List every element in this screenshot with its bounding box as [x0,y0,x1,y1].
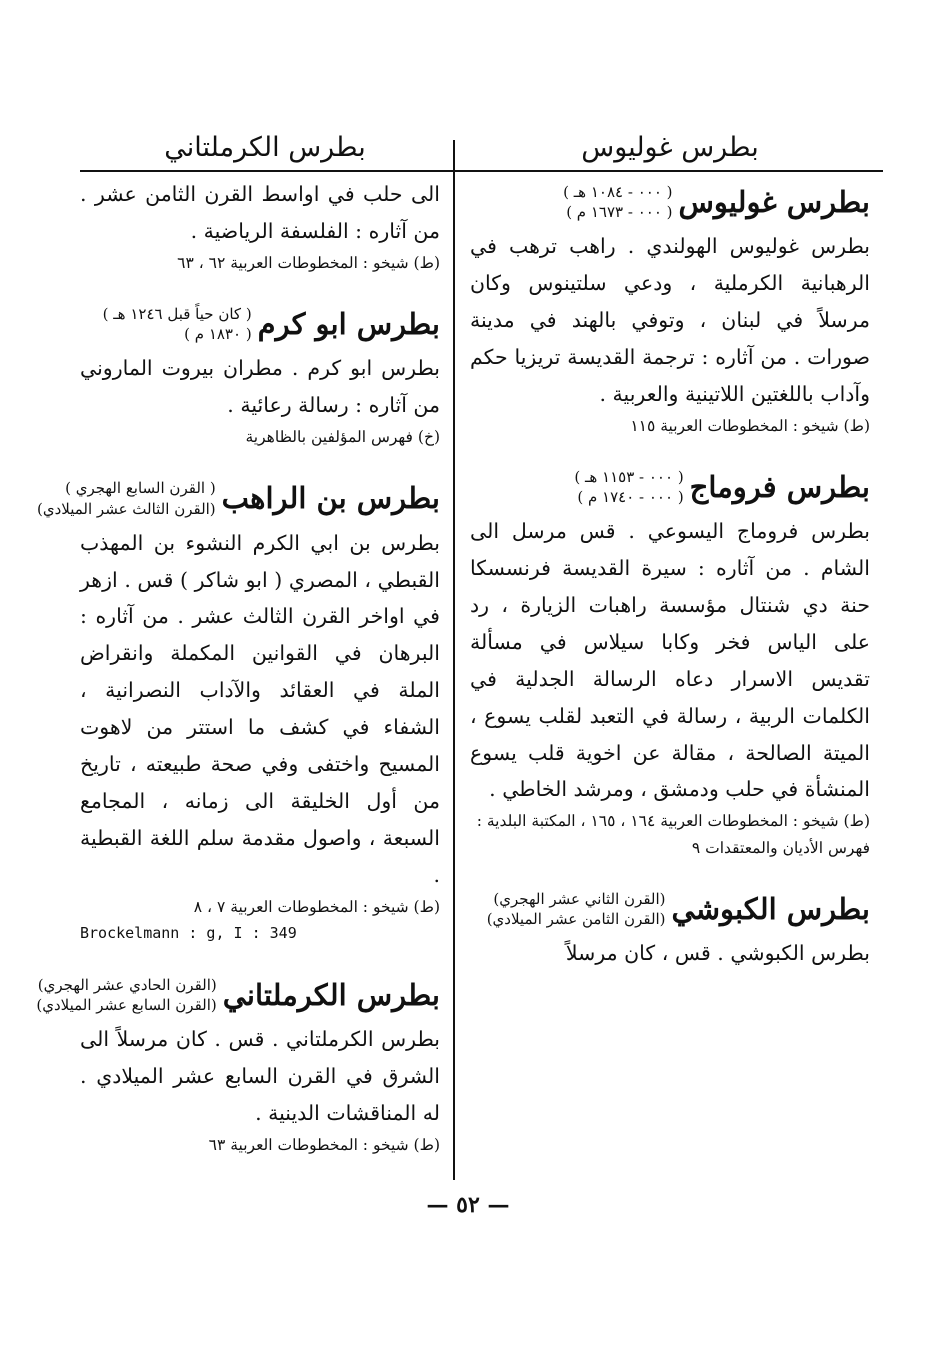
entry-capuchin [470,883,870,972]
date-hijri: ( ٠٠٠ - ١١٥٣ هـ ) [574,467,684,486]
date-hijri: (القرن الحادي عشر الهجري) [37,975,217,994]
entry-karmaltani [36,969,440,1158]
entry-gulius [470,176,870,439]
entry-heading [36,472,440,524]
page-number: — ٥٢ — [426,1192,510,1218]
entry-body: بطرس فروماج اليسوعي . قس مرسل الى الشام . من آثاره : سيرة القديسة فرنسسكا حنة دي شنتال مؤسسة راهبات الزيارة ، رد على الياس فخر وكابا سيلاس في مسألة تقديس الاسرار دعاه الرسالة الجدلية في الكلمات الربية ، رسالة في التعبد لقلب يسوع ، الميتة الصالحة ، مقالة عن اخوية قلب يسوع المنشأة في حلب ودمشق ، ومرشد الخاطي . [470,519,870,802]
entry-dates [563,182,672,223]
date-hijri: (القرن الثاني عشر الهجري) [493,889,666,908]
entry-reference: (ط) شيخو : المخطوطات العربية ٧ ، ٨ [193,897,440,916]
right-column [470,176,870,994]
date-gregorian: (القرن الثالث عشر الميلادي) [36,499,216,518]
column-divider [453,140,455,1180]
entry-reference: (خ) فهرس المؤلفين بالظاهرية [245,428,440,447]
entry-heading [470,176,870,228]
date-gregorian: ( ٠٠٠ - ١٧٤٠ م ) [577,488,684,507]
entry-body: بطرس الكبوشي . قس ، كان مرسلاً [565,941,870,966]
entry-dates [487,889,666,930]
entry-dates [37,478,216,519]
entry-continuation [80,176,440,276]
entry-title: بطرس بن الراهب [221,481,440,516]
entry-body: بطرس الكرملتاني . قس . كان مرسلاً الى الشرق في القرن السابع عشر الميلادي . له المناقشات الدينية . [80,1027,440,1125]
entry-body: الى حلب في اواسط القرن الثامن عشر . من آثاره : الفلسفة الرياضية . [80,182,440,243]
entry-body: بطرس بن ابي الكرم النشوء بن المهذب القبطي ، المصري ( ابو شاكر ) قس . ازهر في اواخر القرن الثالث عشر . من آثاره : البرهان في القوانين المكملة وانقراض الملة في العقائد والآداب النصرانية ، الشفاء في كشف ما استتر من لاهوت المسيح واختفى وفي صحة طبيعته ، تاريخ من أول الخليقة الى زمانه ، المجامع السبعة ، واصول مقدمة سلم اللغة القبطية . [80,530,440,887]
left-column [36,176,440,1180]
entry-dates [574,467,683,508]
date-gregorian: (القرن الثامن عشر الميلادي) [486,910,666,929]
date-hijri: ( القرن السابع الهجري ) [65,479,216,498]
entry-fromage [470,461,870,861]
date-hijri: ( كان حياً قبل ١٢٤٦ هـ ) [102,304,252,323]
date-hijri: ( ٠٠٠ - ١٠٨٤ هـ ) [563,182,673,201]
entry-dates [36,975,216,1016]
running-header-right: بطرس غوليوس [581,132,759,163]
header-rule [80,170,883,172]
entry-title: بطرس غوليوس [678,185,870,219]
entry-heading [80,298,440,350]
entry-title: بطرس الكرملتاني [222,977,440,1012]
entry-body: بطرس ابو كرم . مطران بيروت الماروني من آثاره : رسالة رعائية . [80,356,440,418]
date-gregorian: ( ١٨٣٠ م ) [184,325,252,344]
latin-reference: Brockelmann : g, I : 349 [80,923,297,942]
entry-abu-karam [80,298,440,450]
entry-title: بطرس الكبوشي [671,891,870,926]
entry-reference: (ط) شيخو : المخطوطات العربية ١١٥ [630,416,870,435]
entry-reference: (ط) شيخو : المخطوطات العربية ٦٢ ، ٦٣ [177,253,440,272]
entry-reference: (ط) شيخو : المخطوطات العربية ١٦٤ ، ١٦٥ ، المكتبة البلدية : فهرس الأديان والمعتقدات ٩ [476,812,870,857]
entry-title: بطرس فروماج [689,469,870,504]
entry-heading [470,461,870,513]
entry-body: بطرس غوليوس الهولندي . راهب ترهب في الرهبانية الكرملية ، ودعي سلتينوس وكان مرسلاً في لبنان ، وتوفي بالهند في مدينة صورات . من آثاره : ترجمة القديسة تريزيا حكم وآداب باللغتين اللاتينية والعربية . [470,234,870,406]
entry-ibn-al-rahib [36,472,440,946]
running-header-left: بطرس الكرملتاني [164,132,366,163]
entry-title: بطرس ابو كرم [257,307,440,342]
entry-heading [470,883,870,935]
entry-heading [36,969,440,1021]
date-gregorian: (القرن السابع عشر الميلادي) [36,995,217,1014]
entry-reference: (ط) شيخو : المخطوطات العربية ٦٣ [208,1135,440,1154]
entry-dates [103,304,252,345]
date-gregorian: ( ٠٠٠ - ١٦٧٣ م ) [566,203,673,222]
